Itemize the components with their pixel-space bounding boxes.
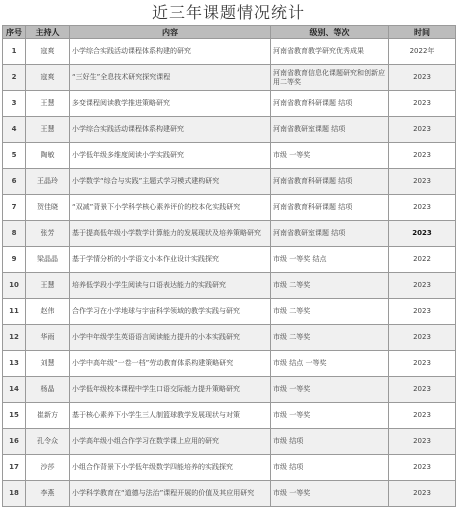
cell-content: 小学数学“综合与实践”主题式学习模式建构研究 bbox=[70, 169, 271, 195]
cell-time: 2023 bbox=[389, 195, 456, 221]
table-row bbox=[3, 39, 456, 65]
page-title: 近三年课题情况统计 bbox=[151, 3, 305, 22]
table-row bbox=[3, 169, 456, 195]
cell-content: 小学高年级小组合作学习在数学课上应用的研究 bbox=[70, 429, 271, 455]
table-row bbox=[3, 299, 456, 325]
table-row bbox=[3, 377, 456, 403]
cell-content: 基于提高低年级小学数学计算能力的发展现状及培养策略研究 bbox=[70, 221, 271, 247]
cell-no: 11 bbox=[3, 299, 26, 325]
cell-host: 王慧 bbox=[26, 117, 70, 143]
cell-time: 2023 bbox=[389, 377, 456, 403]
cell-level: 市级 结项 bbox=[271, 455, 389, 481]
table-row bbox=[3, 455, 456, 481]
cell-no: 4 bbox=[3, 117, 26, 143]
cell-host: 陶敏 bbox=[26, 143, 70, 169]
cell-level: 市级 一等奖 bbox=[271, 143, 389, 169]
cell-time: 2023 bbox=[389, 117, 456, 143]
cell-level: 河南省教育科研课题 结项 bbox=[271, 195, 389, 221]
table-row bbox=[3, 481, 456, 507]
cell-content: 小学综合实践活动课程体系构建研究 bbox=[70, 117, 271, 143]
cell-content: 小学低年级校本课程中学生口语交际能力提升策略研究 bbox=[70, 377, 271, 403]
header-host: 主持人 bbox=[26, 26, 70, 39]
table-row bbox=[3, 325, 456, 351]
cell-no: 12 bbox=[3, 325, 26, 351]
cell-no: 17 bbox=[3, 455, 26, 481]
cell-time: 2023 bbox=[389, 169, 456, 195]
cell-content: 小学中年级学生英语语言阅读能力提升的小本实践研究 bbox=[70, 325, 271, 351]
table-row bbox=[3, 91, 456, 117]
cell-level: 市级 结点 一等奖 bbox=[271, 351, 389, 377]
cell-no: 7 bbox=[3, 195, 26, 221]
cell-time: 2022年 bbox=[389, 39, 456, 65]
cell-host: 寇爽 bbox=[26, 65, 70, 91]
cell-time: 2023 bbox=[389, 299, 456, 325]
cell-level: 市级 二等奖 bbox=[271, 273, 389, 299]
header-time: 时间 bbox=[389, 26, 456, 39]
cell-no: 1 bbox=[3, 39, 26, 65]
table-row bbox=[3, 403, 456, 429]
cell-content: 小学低年级多维度阅读小学实践研究 bbox=[70, 143, 271, 169]
cell-content: 基于学情分析的小学语文小本作业设计实践探究 bbox=[70, 247, 271, 273]
cell-time: 2023 bbox=[389, 273, 456, 299]
cell-level: 市级 结项 bbox=[271, 429, 389, 455]
cell-host: 沙莎 bbox=[26, 455, 70, 481]
cell-no: 8 bbox=[3, 221, 26, 247]
cell-time: 2023 bbox=[389, 221, 456, 247]
cell-host: 贺佳晓 bbox=[26, 195, 70, 221]
cell-content: “双减”背景下小学科学核心素养评价的校本化实践研究 bbox=[70, 195, 271, 221]
cell-host: 张芳 bbox=[26, 221, 70, 247]
cell-no: 16 bbox=[3, 429, 26, 455]
table-row bbox=[3, 247, 456, 273]
table-header-row bbox=[3, 26, 456, 39]
cell-host: 崔新方 bbox=[26, 403, 70, 429]
cell-content: 小组合作背景下小学低年级数学四能培养的实践探究 bbox=[70, 455, 271, 481]
cell-content: “三好生”全息技术研究探究课程 bbox=[70, 65, 271, 91]
table-row bbox=[3, 351, 456, 377]
cell-level: 市级 二等奖 bbox=[271, 299, 389, 325]
cell-no: 9 bbox=[3, 247, 26, 273]
cell-time: 2023 bbox=[389, 91, 456, 117]
cell-host: 李燕 bbox=[26, 481, 70, 507]
cell-level: 河南省教育科研课题 结项 bbox=[271, 169, 389, 195]
cell-level: 市级 二等奖 bbox=[271, 325, 389, 351]
cell-content: 基于核心素养下小学生三人制篮球教学发展现状与对策 bbox=[70, 403, 271, 429]
table-row bbox=[3, 195, 456, 221]
research-projects-table bbox=[2, 25, 456, 507]
cell-host: 王慧 bbox=[26, 273, 70, 299]
header-content: 内容 bbox=[70, 26, 271, 39]
cell-level: 河南省教育教学研究优秀成果 bbox=[271, 39, 389, 65]
cell-no: 2 bbox=[3, 65, 26, 91]
table-row bbox=[3, 429, 456, 455]
table-row bbox=[3, 65, 456, 91]
cell-time: 2023 bbox=[389, 143, 456, 169]
cell-level: 河南省教育信息化课题研究和创新应用二等奖 bbox=[271, 65, 389, 91]
cell-no: 6 bbox=[3, 169, 26, 195]
cell-content: 多变课程阅读教学推进策略研究 bbox=[70, 91, 271, 117]
cell-no: 3 bbox=[3, 91, 26, 117]
cell-level: 市级 一等奖 bbox=[271, 403, 389, 429]
cell-no: 10 bbox=[3, 273, 26, 299]
table-row bbox=[3, 221, 456, 247]
table-row bbox=[3, 143, 456, 169]
cell-host: 刘慧 bbox=[26, 351, 70, 377]
cell-level: 市级 一等奖 结点 bbox=[271, 247, 389, 273]
cell-level: 市级 一等奖 bbox=[271, 377, 389, 403]
cell-content: 小学综合实践活动课程体系构建的研究 bbox=[70, 39, 271, 65]
cell-host: 寇爽 bbox=[26, 39, 70, 65]
cell-no: 18 bbox=[3, 481, 26, 507]
header-level: 级别、等次 bbox=[271, 26, 389, 39]
cell-level: 河南省教研室课题 结项 bbox=[271, 117, 389, 143]
cell-content: 培养低学段小学生阅读与口语表达能力的实践研究 bbox=[70, 273, 271, 299]
cell-time: 2023 bbox=[389, 403, 456, 429]
cell-host: 王慧 bbox=[26, 91, 70, 117]
cell-host: 孔令众 bbox=[26, 429, 70, 455]
table-row bbox=[3, 117, 456, 143]
header-no: 序号 bbox=[3, 26, 26, 39]
cell-no: 15 bbox=[3, 403, 26, 429]
cell-no: 13 bbox=[3, 351, 26, 377]
cell-level: 河南省教育科研课题 结项 bbox=[271, 91, 389, 117]
cell-time: 2023 bbox=[389, 325, 456, 351]
cell-time: 2023 bbox=[389, 481, 456, 507]
cell-no: 5 bbox=[3, 143, 26, 169]
cell-level: 河南省教研室课题 结项 bbox=[271, 221, 389, 247]
cell-content: 小学中高年级“一卷一档”劳动教育体系构建策略研究 bbox=[70, 351, 271, 377]
cell-time: 2023 bbox=[389, 351, 456, 377]
cell-time: 2023 bbox=[389, 65, 456, 91]
cell-content: 合作学习在小学地球与宇宙科学领域的教学实践与研究 bbox=[70, 299, 271, 325]
cell-content: 小学科学教育在“道德与法治”课程开展的价值及其应用研究 bbox=[70, 481, 271, 507]
cell-level: 市级 一等奖 bbox=[271, 481, 389, 507]
cell-time: 2023 bbox=[389, 429, 456, 455]
cell-host: 梁晶晶 bbox=[26, 247, 70, 273]
cell-no: 14 bbox=[3, 377, 26, 403]
cell-host: 杨晶 bbox=[26, 377, 70, 403]
table-row bbox=[3, 273, 456, 299]
cell-host: 赵伟 bbox=[26, 299, 70, 325]
cell-host: 王晶玲 bbox=[26, 169, 70, 195]
cell-time: 2023 bbox=[389, 455, 456, 481]
cell-host: 华雨 bbox=[26, 325, 70, 351]
cell-time: 2022 bbox=[389, 247, 456, 273]
